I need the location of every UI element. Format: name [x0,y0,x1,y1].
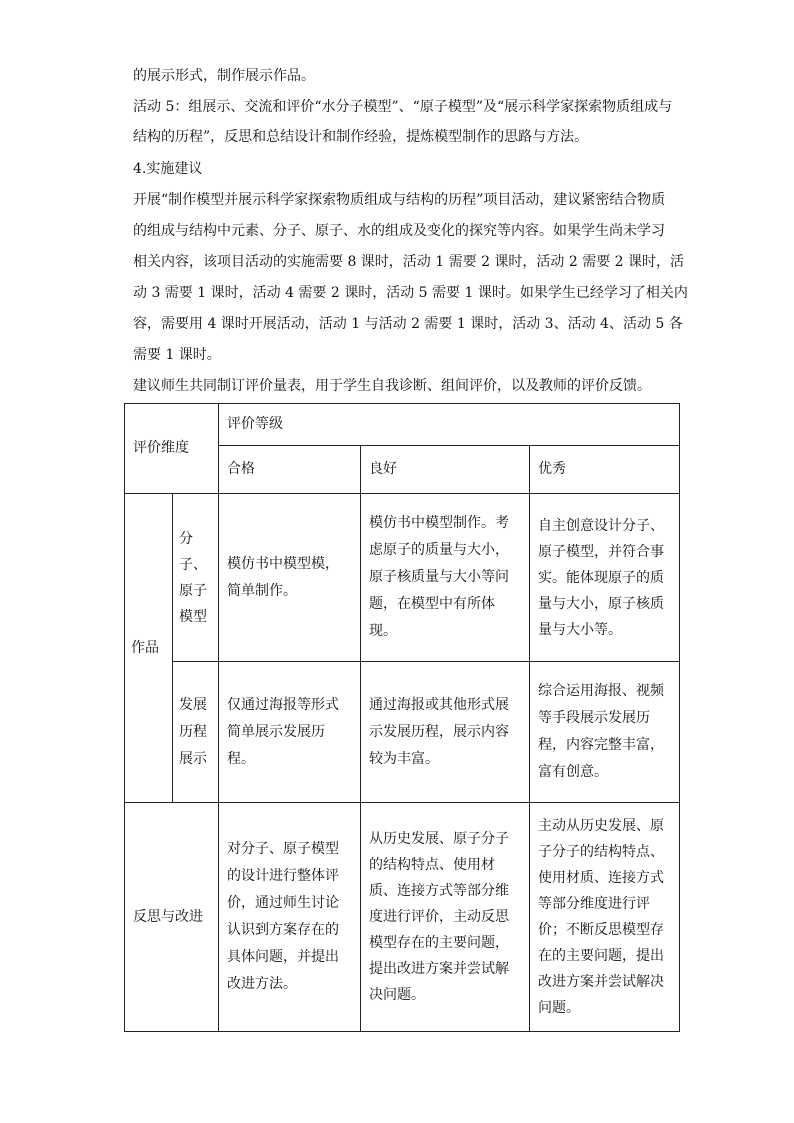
group-cell-reflection: 反思与改进 [125,803,219,1032]
excellent-cell: 主动从历史发展、原子分子的结构特点、使用材质、连接方式等部分维度进行评价；不断反思模型存在的主要问题，提出改进方案并尝试解决问题。 [530,803,680,1032]
dimension-header: 评价维度 [125,404,219,494]
table-row [125,494,680,662]
section-heading: 4.实施建议 [133,161,203,177]
text-line: 需要 1 课时。 [133,347,221,363]
level-pass-header: 合格 [219,446,361,494]
pass-cell: 对分子、原子模型的设计进行整体评价，通过师生讨论认识到方案存在的具体问题，并提出改进方法。 [219,803,361,1032]
text-line: 开展“制作模型并展示科学家探索物质组成与结构的历程”项目活动，建议紧密结合物质 [133,192,666,208]
good-cell: 模仿书中模型制作。考虑原子的质量与大小，原子核质量与大小等问题，在模型中有所体现。 [361,494,530,662]
group-cell-works: 作品 [125,494,173,803]
sub-dimension-cell: 发展历程展示 [173,662,219,803]
text-line: 相关内容，该项目活动的实施需要 8 课时，活动 1 需要 2 课时，活动 2 需要 2 课时，活 [133,254,685,270]
excellent-cell: 自主创意设计分子、原子模型，并符合事实。能体现原子的质量与大小，原子核质量与大小等。 [530,494,680,662]
text-line: 活动 5：组展示、交流和评价“水分子模型”、“原子模型”及“展示科学家探索物质组成与 [133,99,673,115]
text-line: 的组成与结构中元素、分子、原子、水的组成及变化的探究等内容。如果学生尚未学习 [133,223,665,239]
sub-dimension-cell: 分子、原子模型 [173,494,219,662]
text-line: 容，需要用 4 课时开展活动，活动 1 与活动 2 需要 1 课时，活动 3、活动 4、活动 5 各 [133,316,683,332]
good-cell: 从历史发展、原子分子的结构特点、使用材质、连接方式等部分维度进行评价，主动反思模型存在的主要问题，提出改进方案并尝试解决问题。 [361,803,530,1032]
table-row [125,803,680,1032]
level-header: 评价等级 [219,404,680,446]
level-excellent-header: 优秀 [530,446,680,494]
table-row [125,662,680,803]
text-line: 建议师生共同制订评价量表，用于学生自我诊断、组间评价，以及教师的评价反馈。 [133,378,651,394]
evaluation-table [124,403,680,1032]
excellent-cell: 综合运用海报、视频等手段展示发展历程，内容完整丰富，富有创意。 [530,662,680,803]
text-line: 结构的历程”，反思和总结设计和制作经验，提炼模型制作的思路与方法。 [133,129,589,145]
level-good-header: 良好 [361,446,530,494]
good-cell: 通过海报或其他形式展示发展历程，展示内容较为丰富。 [361,662,530,803]
pass-cell: 仅通过海报等形式简单展示发展历程。 [219,662,361,803]
text-line: 的展示形式，制作展示作品。 [133,68,315,84]
text-line: 动 3 需要 1 课时，活动 4 需要 2 课时，活动 5 需要 1 课时。如果学生已经学习了相关内 [133,285,688,301]
pass-cell: 模仿书中模型模，简单制作。 [219,494,361,662]
table-header-row [125,404,680,446]
